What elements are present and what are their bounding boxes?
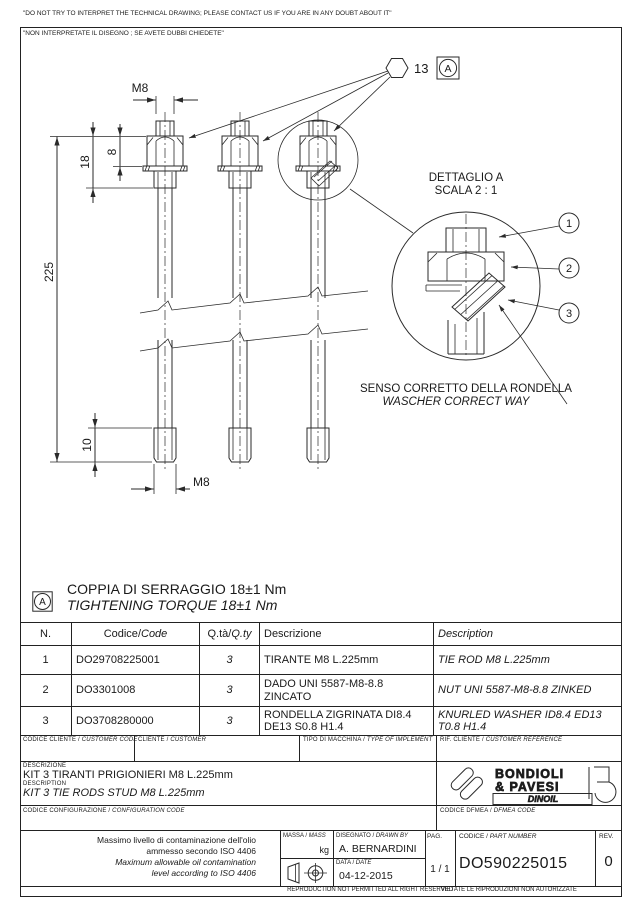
bondioli-pavesi-logo bbox=[437, 762, 622, 806]
logo-emblem-icon bbox=[449, 766, 484, 801]
svg-text:A: A bbox=[39, 597, 46, 609]
rev-label: REV. bbox=[599, 833, 614, 840]
parts-table bbox=[20, 622, 622, 736]
disclaimer-italian: "NON INTERPRETATE IL DISEGNO ; SE AVETE DUBBI CHIEDETE" bbox=[23, 30, 224, 37]
date-value: 04-12-2015 bbox=[339, 870, 393, 882]
table-row-1-n: 1 bbox=[20, 646, 72, 675]
customer-cell: CLIENTE / CUSTOMER bbox=[135, 735, 300, 762]
stud-2 bbox=[218, 112, 262, 472]
torque-line-it: COPPIA DI SERRAGGIO 18±1 Nm bbox=[67, 581, 287, 597]
dfmea-code-cell: CODICE DFMEA / DFMEA CODE bbox=[440, 808, 536, 814]
dim-m8-bottom: M8 bbox=[193, 475, 210, 489]
mass-label: MASSA / MASS bbox=[283, 833, 326, 839]
table-row-1-qty: 3 bbox=[200, 646, 260, 675]
part-number-label: CODICE / PART NUMBER bbox=[459, 833, 537, 840]
dimensions bbox=[42, 81, 210, 494]
svg-text:2: 2 bbox=[565, 263, 573, 275]
description-cell bbox=[20, 762, 437, 806]
balloon-2 bbox=[559, 258, 579, 278]
table-row-1-code: DO29708225001 bbox=[72, 646, 200, 675]
page-label: PAG. bbox=[427, 833, 443, 840]
description-label-en: DESCRIPTION bbox=[23, 781, 67, 787]
svg-text:A: A bbox=[444, 63, 452, 75]
drawn-by-label: DISEGNATO / DRAWN BY bbox=[336, 833, 409, 839]
description-value-it: KIT 3 TIRANTI PRIGIONIERI M8 L.225mm bbox=[23, 769, 233, 781]
dim-10: 10 bbox=[80, 438, 94, 452]
table-row-1-desc-en: TIE ROD M8 L.225mm bbox=[434, 646, 622, 675]
detail-scale: SCALA 2 : 1 bbox=[434, 185, 498, 197]
dim-8: 8 bbox=[105, 148, 119, 156]
description-label-it: DESCRIZIONE bbox=[23, 763, 67, 769]
svg-text:DINOIL: DINOIL bbox=[527, 794, 559, 804]
page-value: 1 / 1 bbox=[430, 864, 450, 875]
small-tilted-washer bbox=[311, 161, 338, 186]
table-row-3-qty: 3 bbox=[200, 707, 260, 736]
description-value-en: KIT 3 TIE RODS STUD M8 L.225mm bbox=[23, 787, 205, 799]
table-row-3-n: 3 bbox=[20, 707, 72, 736]
oil-contamination-note: Massimo livello di contaminazione dell'olio ammesso secondo ISO 4406 Maximum allowable oil contamination level according to ISO 4406 bbox=[97, 835, 256, 878]
disclaimer-english: "DO NOT TRY TO INTERPRET THE TECHNICAL DRAWING; PLEASE CONTACT US IF YOU ARE IN ANY DOUBT ABOUT IT" bbox=[23, 10, 392, 17]
stud-3 bbox=[296, 112, 340, 472]
datum-a-symbol bbox=[32, 591, 53, 612]
balloon-3 bbox=[559, 303, 579, 323]
washer-note-en: WASCHER CORRECT WAY bbox=[382, 396, 530, 408]
table-row-2-code: DO3301008 bbox=[72, 675, 200, 707]
col-header-qty: Q.tà / Q.ty bbox=[200, 623, 260, 646]
svg-text:BONDIOLI: BONDIOLI bbox=[495, 767, 565, 781]
customer-ref-cell: RIF. CLIENTE / CUSTOMER REFERENCE bbox=[437, 735, 622, 762]
table-row-3-code: DO3708280000 bbox=[72, 707, 200, 736]
wrench-callout bbox=[189, 57, 459, 141]
stud-1 bbox=[143, 112, 187, 472]
part-number-value: DO590225015 bbox=[459, 855, 568, 872]
table-row-3-desc-it: RONDELLA ZIGRINATA DI8.4 DE13 S0.8 H1.4 bbox=[260, 707, 434, 736]
dim-m8-top: M8 bbox=[131, 81, 149, 95]
machine-type-cell: TIPO DI MACCHINA / TYPE OF IMPLEMENT bbox=[300, 735, 437, 762]
drawn-by-value: A. BERNARDINI bbox=[339, 843, 417, 855]
table-row-2-desc-it: DADO UNI 5587-M8-8.8 ZINCATO bbox=[260, 675, 434, 707]
logo-mark-icon bbox=[589, 767, 616, 802]
svg-text:1: 1 bbox=[565, 218, 573, 230]
col-header-desc-en: Description bbox=[434, 623, 622, 646]
footer-reproduction-it: VIETATE LE RIPRODUZIONI NON AUTORIZZATE bbox=[441, 887, 577, 893]
drawing-canvas bbox=[20, 29, 622, 578]
configuration-code-cell: CODICE CONFIGURAZIONE / CONFIGURATION CODE bbox=[20, 806, 437, 830]
svg-text:3: 3 bbox=[565, 308, 573, 320]
detail-view bbox=[360, 172, 579, 408]
break-lines bbox=[140, 287, 368, 351]
title-block bbox=[20, 830, 622, 887]
washer-hatch bbox=[448, 265, 512, 329]
col-header-desc-it: Descrizione bbox=[260, 623, 434, 646]
logo-cell bbox=[437, 762, 622, 806]
svg-text:& PAVESI: & PAVESI bbox=[495, 780, 560, 794]
table-row-3-desc-en: KNURLED WASHER ID8.4 ED13 T0.8 H1.4 bbox=[434, 707, 622, 736]
footer-reproduction-en: REPRODUCTION NOT PERMITTED ALL RIGHT RESERVED bbox=[287, 887, 453, 893]
table-row-2-qty: 3 bbox=[200, 675, 260, 707]
dim-18: 18 bbox=[78, 155, 92, 169]
torque-line-en: TIGHTENING TORQUE 18±1 Nm bbox=[67, 597, 278, 613]
wrench-size: 13 bbox=[414, 61, 429, 76]
table-row-2-n: 2 bbox=[20, 675, 72, 707]
table-row-1-desc-it: TIRANTE M8 L.225mm bbox=[260, 646, 434, 675]
col-header-code: Codice / Code bbox=[72, 623, 200, 646]
customer-info-row bbox=[20, 735, 622, 762]
customer-code-cell: CODICE CLIENTE / CUSTOMER CODE bbox=[20, 735, 135, 762]
detail-leader bbox=[350, 189, 413, 233]
dim-225: 225 bbox=[42, 261, 56, 283]
date-label: DATA / DATE bbox=[336, 860, 372, 866]
col-header-n: N. bbox=[20, 623, 72, 646]
hexagon-icon bbox=[386, 59, 408, 78]
torque-note bbox=[32, 581, 286, 613]
rev-value: 0 bbox=[604, 853, 613, 870]
detail-title: DETTAGLIO A bbox=[428, 172, 504, 184]
table-row-2-desc-en: NUT UNI 5587-M8-8.8 ZINKED bbox=[434, 675, 622, 707]
washer-note-it: SENSO CORRETTO DELLA RONDELLA bbox=[360, 383, 572, 395]
datum-a-symbol bbox=[437, 57, 459, 79]
projection-symbol-icon bbox=[286, 862, 330, 884]
balloon-1 bbox=[559, 213, 579, 233]
mass-unit: kg bbox=[319, 845, 329, 855]
